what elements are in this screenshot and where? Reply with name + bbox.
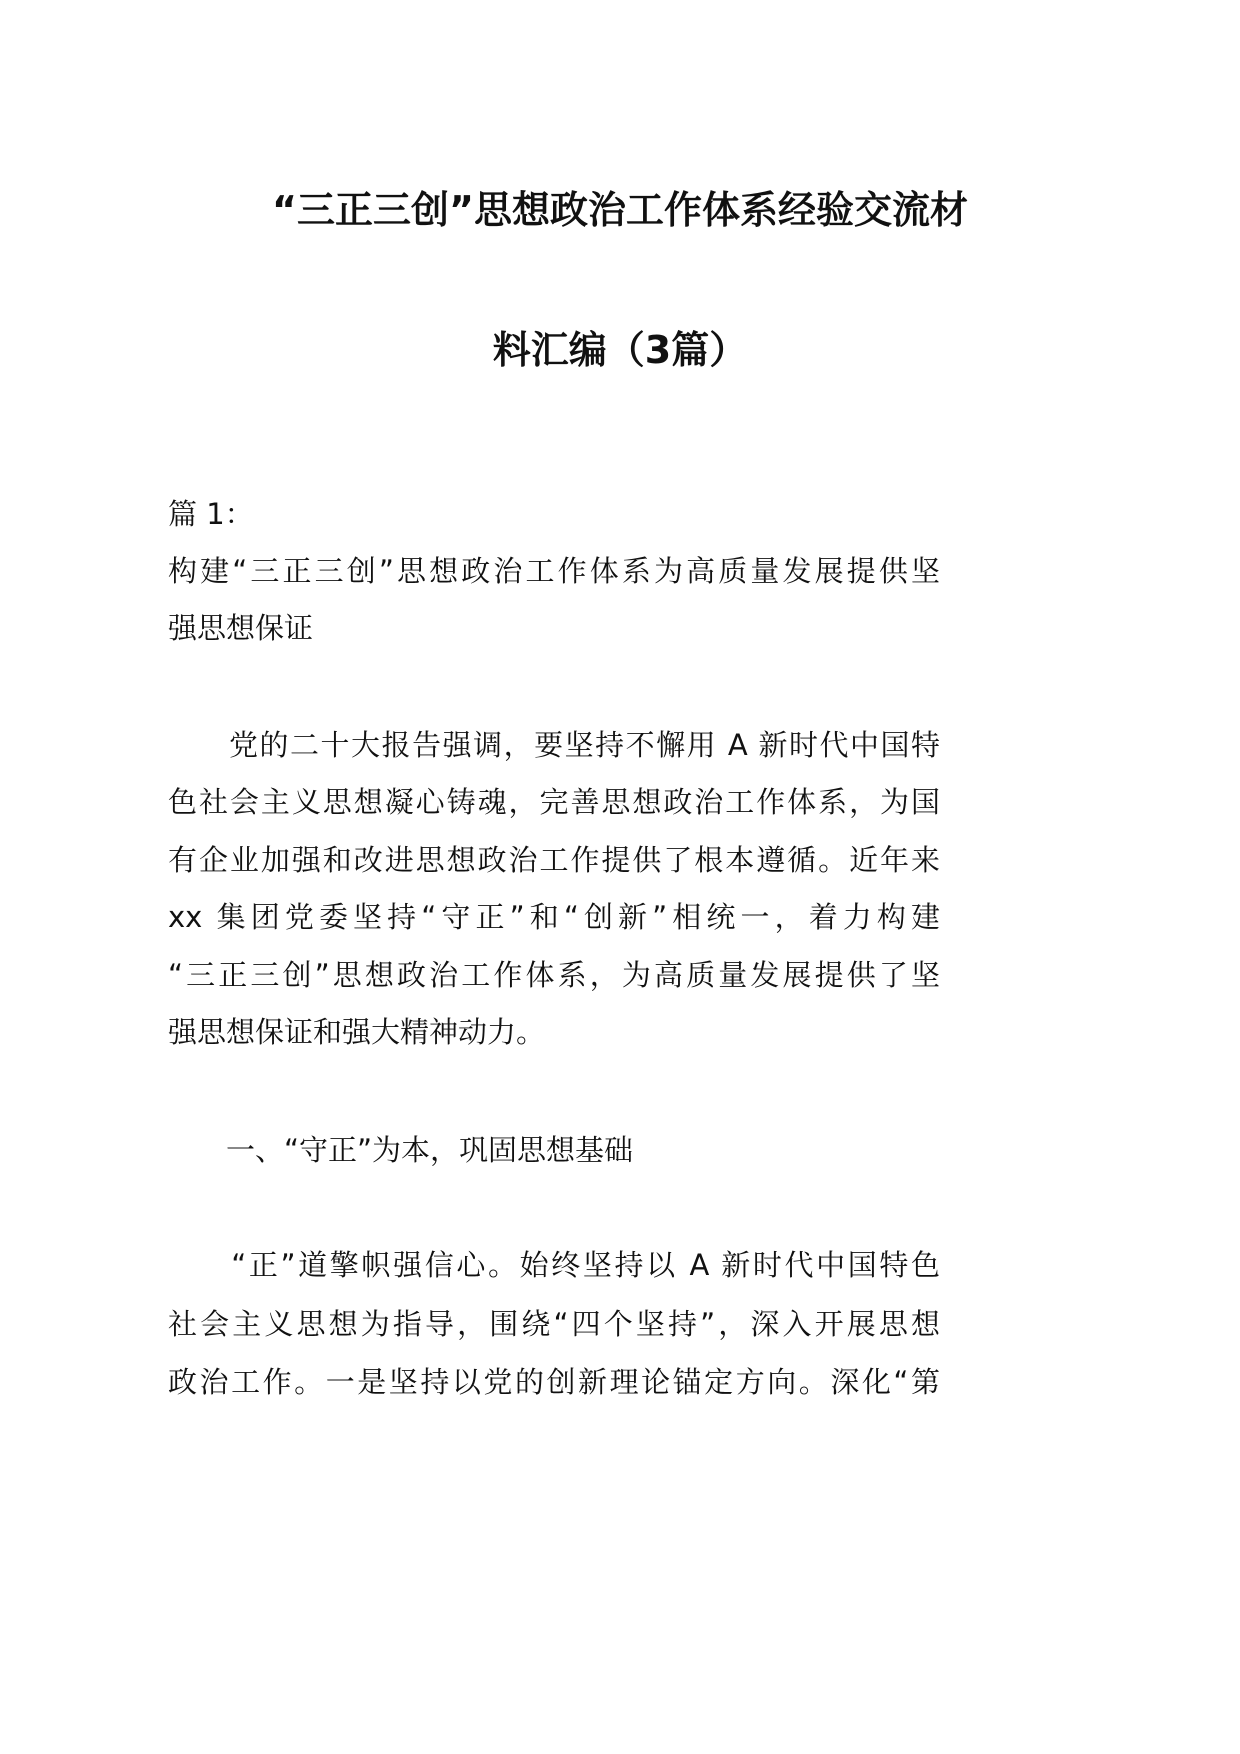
section-label: 篇 1：: [168, 497, 254, 531]
paragraph-line: xx 集团党委坚持“守正”和“创新”相统一，着力构建: [168, 900, 940, 934]
paragraph-line: 社会主义思想为指导，围绕“四个坚持”，深入开展思想: [168, 1307, 940, 1341]
paragraph-line: 有企业加强和改进思想政治工作提供了根本遵循。近年来: [168, 843, 940, 877]
section-heading: 一、“守正”为本，巩固思想基础: [168, 1133, 634, 1167]
paragraph-line: 强思想保证和强大精神动力。: [168, 1015, 546, 1049]
paragraph-line: “正”道擎帜强信心。始终坚持以 A 新时代中国特色: [168, 1248, 940, 1282]
paragraph-line: 政治工作。一是坚持以党的创新理论锚定方向。深化“第: [168, 1365, 940, 1399]
document-title-line-1: “三正三创”思想政治工作体系经验交流材: [272, 188, 968, 232]
paragraph-line: “三正三创”思想政治工作体系，为高质量发展提供了坚: [168, 958, 940, 992]
section-subtitle-line: 构建“三正三创”思想政治工作体系为高质量发展提供坚: [168, 554, 940, 588]
document-title-line-2: 料汇编（3篇）: [492, 328, 748, 372]
paragraph-line: 党的二十大报告强调，要坚持不懈用 A 新时代中国特: [168, 728, 940, 762]
paragraph-line: 色社会主义思想凝心铸魂，完善思想政治工作体系，为国: [168, 785, 940, 819]
section-subtitle-line: 强思想保证: [168, 611, 314, 645]
